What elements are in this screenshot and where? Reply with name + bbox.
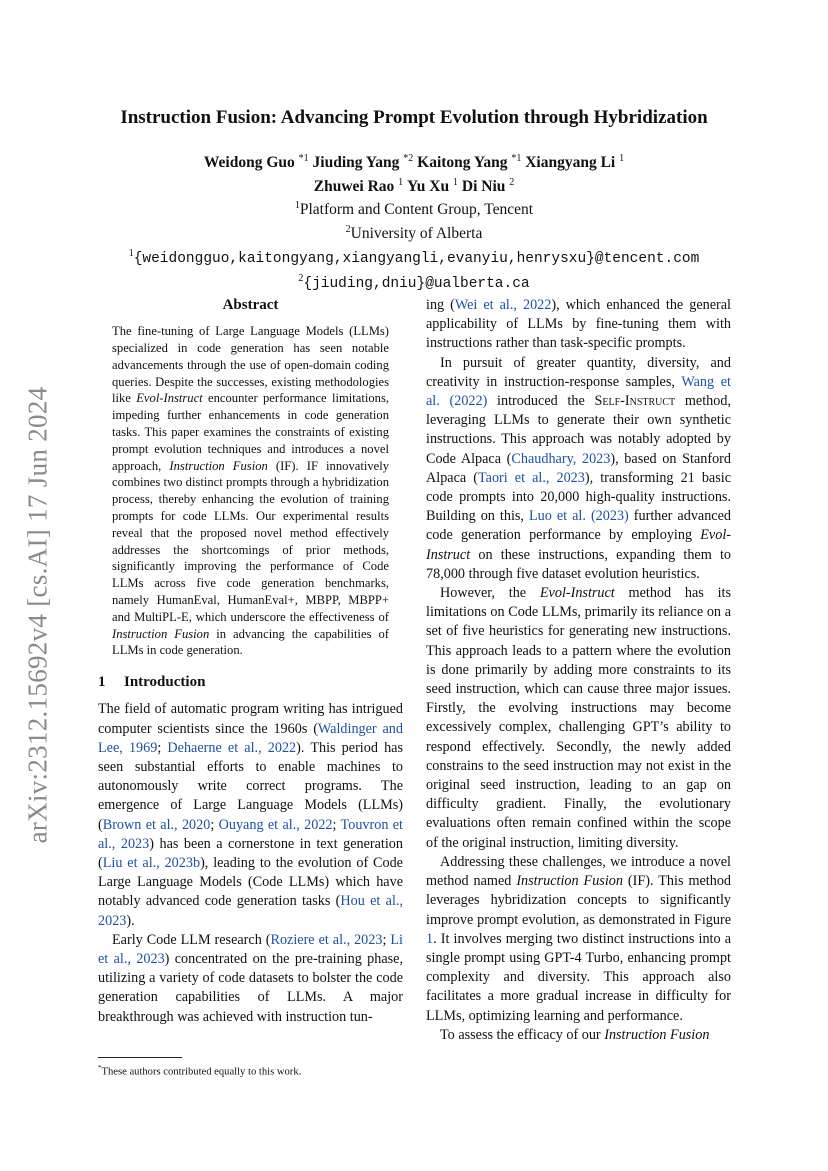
text-span: ; [382, 931, 391, 948]
paragraph [426, 296, 731, 354]
email-text: {jiuding,dniu}@ualberta.ca [303, 276, 530, 293]
author-mark: 1 [619, 153, 625, 164]
text-span: ; [210, 816, 219, 833]
text-span: ) has been a cornerstone in text generation ( [98, 835, 403, 871]
affiliation-mark: 1 [294, 200, 300, 212]
abstract-span: (IF). IF innovatively combines two distinct prompts through a hybridization process, thereby enhancing the evolution of training prompts for code LLMs. Our experimental results reveal that the proposed novel method effectively addresses the shortcomings of prior methods, significantly improving the performance of Code LLMs across five code generation benchmarks, namely HumanEval, HumanEval+, MBPP, MBPP+ and MultiPL-E, which underscore the effectiveness of [112, 458, 390, 624]
affiliation-mark: 2 [345, 223, 351, 235]
author-mark: *1 [511, 153, 522, 164]
text-span: ). This period has seen substantial efforts to enable machines to autonomously write correct programs. The emergence of Large Language Models (LLMs) ( [98, 739, 403, 833]
text-span: (IF). This method leverages hybridization concepts to significantly improve prompt evolution, as demonstrated in Figure [426, 873, 732, 928]
paragraph [426, 584, 731, 853]
email-mark: 1 [128, 247, 134, 259]
text-span: ; [157, 739, 168, 756]
paragraph [98, 931, 403, 1027]
citation-link[interactable]: Hou et al., 2023 [98, 893, 403, 929]
text-span: ), leading to the evolution of Code Large Language Models (Code LLMs) which have notably advanced code generation tasks ( [98, 854, 403, 910]
citation-link[interactable]: Taori et al., 2023 [477, 469, 585, 486]
paragraph [426, 853, 731, 1026]
affiliation [0, 220, 828, 244]
email-mark: 2 [298, 273, 304, 285]
author-line-2 [0, 173, 828, 197]
footnote [98, 1062, 403, 1079]
citation-link[interactable]: Liu et al., 2023b [102, 854, 201, 871]
right-column [426, 296, 731, 1045]
text-span: ), which enhanced the general applicability of LLMs by fine-tuning them with instructions rather than task-specific prompts. [426, 297, 731, 352]
arxiv-side-stamp [24, 380, 52, 850]
citation-link[interactable]: Touvron et al., 2023 [98, 816, 403, 852]
text-span: method has its limitations on Code LLMs, primarily its reliance on a set of five heuristics for generating new instructions. This approach leads to a pattern where the evolution is done primarily by adding more constraints to its seed instruction, which can cause three major issues. Firstly, the evolving instructions may become excessively complex, challenging GPT’s ability to respond effectively. Secondly, the newly added constrains to the seed instruction may not exist in the original seed instruction, leading to an gap on difficulty gradient. Finally, the evolutionary evaluations often remain confined within the scope of the original instruction, limiting diversity. [426, 585, 731, 851]
email-line [0, 269, 828, 295]
email-line [0, 244, 828, 270]
citation-link[interactable]: Brown et al., 2020 [102, 816, 211, 833]
italic-term: Instruction Fusion [516, 873, 623, 890]
citation-link[interactable]: Roziere et al., 2023 [270, 931, 383, 948]
citation-link[interactable]: Wei et al., 2022 [454, 297, 552, 313]
citation-link[interactable]: Chaudhary, 2023 [511, 450, 611, 467]
author-name: Yu Xu [407, 177, 450, 195]
paragraph [426, 354, 731, 584]
citation-link[interactable]: Li et al., 2023 [98, 931, 403, 967]
text-span: further advanced code generation performance by employing [426, 508, 731, 544]
author-name: Zhuwei Rao [313, 177, 395, 195]
footnote-rule [98, 1057, 182, 1058]
author-name: Kaitong Yang [417, 154, 508, 172]
citation-link[interactable]: Luo et al. (2023) [528, 508, 629, 525]
affiliation [0, 196, 828, 220]
text-span: In pursuit of greater quantity, diversity, and creativity in instruction-response samples, [426, 354, 731, 390]
text-span: The field of automatic program writing has intrigued computer scientists since the 1960s ( [98, 701, 403, 737]
abstract-span: encounter performance limitations, impeding further enhancements in code generation tasks. This paper examines the constraints of existing prompt evolution techniques and introduces a novel approach, [112, 391, 389, 473]
text-span: However, the [440, 585, 540, 602]
text-span: . It involves merging two distinct instructions into a single prompt using GPT-4 Turbo, enhancing prompt complexity and diversity. This approach also facilitates a more gradual increase in difficulty for LLMs, optimizing learning and performance. [426, 930, 731, 1024]
text-span: ), transforming 21 basic code prompts into 20,000 high-quality instructions. Building on this, [426, 469, 731, 525]
italic-term: Instruction Fusion [604, 1026, 710, 1043]
abstract-span: in advancing the capabilities of LLMs in code generation. [112, 626, 389, 658]
footnote-text: These authors contributed equally to this work. [101, 1066, 302, 1078]
section-title: Introduction [124, 674, 206, 691]
citation-link[interactable]: Dehaerne et al., 2022 [167, 739, 297, 756]
text-span: ). [126, 912, 135, 929]
abstract-italic: Instruction Fusion [112, 626, 210, 641]
abstract-span: The fine-tuning of Large Language Models (LLMs) specialized in code generation has seen notable advancements through the use of open-domain coding queries. Despite the successes, existing methodologies like [112, 324, 389, 406]
author-name: Di Niu [461, 177, 506, 195]
figure-reference-link[interactable]: 1 [426, 930, 434, 947]
citation-link[interactable]: Wang et al. (2022) [426, 373, 731, 410]
text-span: introduced the [487, 393, 595, 410]
author-mark: *2 [403, 153, 414, 164]
citation-link[interactable]: Waldinger and Lee, 1969 [98, 720, 403, 756]
affiliation-text: Platform and Content Group, Tencent [299, 201, 534, 219]
italic-term: Evol-Instruct [426, 527, 731, 563]
citation-link[interactable]: Ouyang et al., 2022 [218, 816, 333, 833]
text-span: To assess the efficacy of our [440, 1026, 605, 1043]
italic-term: Evol-Instruct [539, 585, 615, 602]
author-line-1 [0, 149, 828, 173]
author-name: Jiuding Yang [312, 154, 400, 172]
text-span: ), based on Stanford Alpaca ( [426, 450, 732, 486]
author-mark: 1 [453, 176, 458, 188]
paragraph [426, 1026, 731, 1045]
section-number: 1 [98, 674, 106, 691]
text-span: ing ( [426, 297, 455, 313]
author-mark: *1 [298, 153, 309, 164]
text-span: ; [332, 816, 341, 833]
text-span: Addressing these challenges, we introduce a novel method named [426, 853, 731, 890]
email-text: {weidongguo,kaitongyang,xiangyangli,evanyiu,henrysxu}@tencent.com [133, 250, 700, 267]
abstract-text [112, 323, 389, 659]
abstract-heading: Abstract [222, 297, 279, 313]
text-span: Early Code LLM research ( [112, 931, 271, 948]
author-block [0, 149, 828, 295]
arxiv-identifier: arXiv:2312.15692v4 [cs.AI] 17 Jun 2024 [22, 386, 53, 844]
author-name: Weidong Guo [203, 154, 295, 172]
abstract-italic: Evol-Instruct [136, 391, 203, 406]
author-mark: 2 [509, 176, 515, 188]
text-span: method, leveraging LLMs to generate their own synthetic instructions. This approach was notably adopted by Code Alpaca ( [426, 393, 731, 467]
author-name: Xiangyang Li [525, 154, 616, 172]
text-span: on these instructions, expanding them to 78,000 through five dataset evolution heuristics. [426, 546, 731, 582]
section-heading [98, 673, 403, 692]
affiliation-text: University of Alberta [350, 225, 483, 243]
paragraph [98, 700, 403, 930]
paper-title: Instruction Fusion: Advancing Prompt Evolution through Hybridization [120, 107, 708, 128]
left-column [98, 296, 403, 1027]
footnote-mark: * [98, 1064, 102, 1072]
small-caps-term: Self-Instruct [594, 393, 676, 410]
abstract-italic: Instruction Fusion [169, 458, 268, 473]
text-span: ) concentrated on the pre-training phase, utilizing a variety of code datasets to bolster the code generation capabilities of LLMs. A major breakthrough was achieved with instruction tun- [98, 950, 403, 1025]
author-mark: 1 [398, 176, 404, 188]
